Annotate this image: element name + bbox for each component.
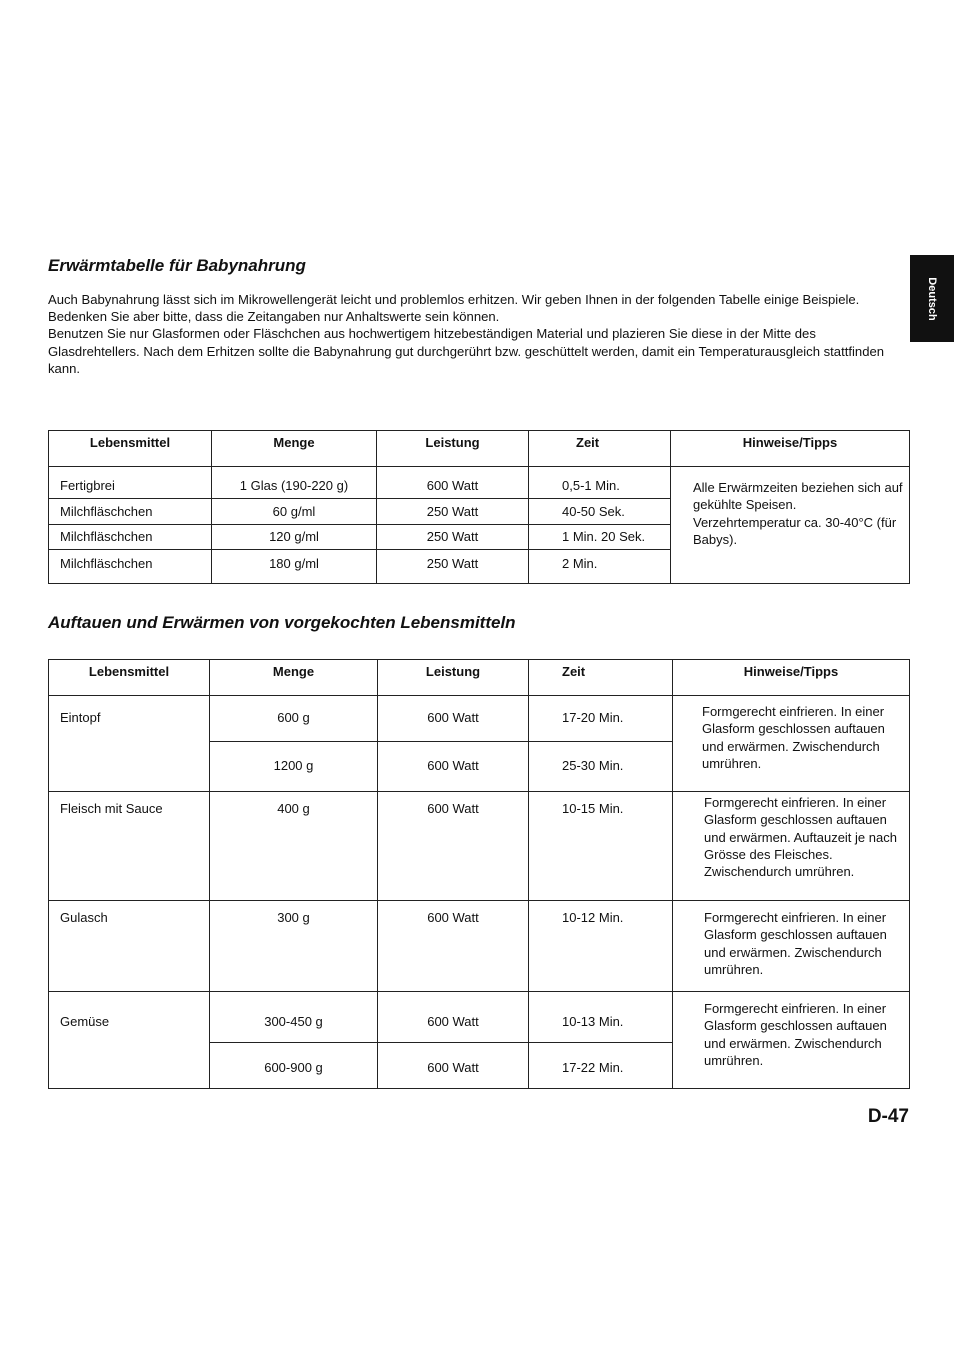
tips-cell: Formgerecht einfrieren. In einer Glasform geschlossen auftauen und erwärmen. Zwischendurch umrühren.	[673, 696, 910, 792]
food-cell: Milchfläschchen	[49, 499, 212, 525]
tips-cell: Alle Erwärmzeiten beziehen sich auf gekühlte Speisen. Verzehrtemperatur ca. 30-40°C (für Babys).	[671, 467, 910, 584]
intro-paragraph-2: Benutzen Sie nur Glasformen oder Fläschchen aus hochwertigem hitzebeständigen Material und plazieren Sie diese in der Mitte des Glasdrehtellers. Nach dem Erhitzen sollte die Babynahrung gut durchgerührt bzw. geschüttelt werden, damit ein Temperaturausgleich stattfinden kann.	[48, 326, 885, 376]
time-cell: 10-13 Min.	[529, 992, 673, 1043]
intro-paragraph-1: Auch Babynahrung lässt sich im Mikrowellengerät leicht und problemlos erhitzen. Wir geben Ihnen in der folgenden Tabelle einige Beispiele. Bedenken Sie aber bitte, dass die Zeitangaben nur Anhaltswerte sein können.	[48, 292, 860, 325]
amount-cell: 1200 g	[210, 742, 378, 792]
food-cell: Gemüse	[49, 992, 210, 1089]
power-cell: 250 Watt	[377, 499, 529, 525]
food-cell: Eintopf	[49, 696, 210, 792]
tips-cell: Formgerecht einfrieren. In einer Glasform geschlossen auftauen und erwärmen. Zwischendurch umrühren.	[673, 992, 910, 1089]
amount-cell: 300 g	[210, 901, 378, 992]
power-cell: 600 Watt	[378, 992, 529, 1043]
amount-cell: 600-900 g	[210, 1043, 378, 1089]
amount-cell: 400 g	[210, 792, 378, 901]
power-cell: 600 Watt	[378, 792, 529, 901]
time-cell: 40-50 Sek.	[529, 499, 671, 525]
power-cell: 600 Watt	[377, 467, 529, 499]
time-cell: 10-15 Min.	[529, 792, 673, 901]
table-row	[49, 901, 910, 992]
amount-cell: 180 g/ml	[212, 550, 377, 584]
power-cell: 250 Watt	[377, 525, 529, 550]
section-title-defrost: Auftauen und Erwärmen von vorgekochten Lebensmitteln	[48, 613, 516, 632]
table-header-row	[49, 431, 910, 467]
time-cell: 2 Min.	[529, 550, 671, 584]
time-cell: 0,5-1 Min.	[529, 467, 671, 499]
language-tab	[910, 255, 954, 342]
section-title-baby-food: Erwärmtabelle für Babynahrung	[48, 256, 306, 275]
amount-cell: 1 Glas (190-220 g)	[212, 467, 377, 499]
amount-cell: 300-450 g	[210, 992, 378, 1043]
header-power: Leistung	[378, 660, 529, 696]
header-time: Zeit	[529, 660, 673, 696]
header-tips: Hinweise/Tipps	[671, 431, 910, 467]
header-food: Lebensmittel	[49, 660, 210, 696]
amount-cell: 60 g/ml	[212, 499, 377, 525]
table-row	[49, 696, 910, 742]
food-cell: Milchfläschchen	[49, 550, 212, 584]
intro-text	[48, 291, 910, 377]
power-cell: 250 Watt	[377, 550, 529, 584]
defrost-table	[48, 659, 910, 1089]
food-cell: Fleisch mit Sauce	[49, 792, 210, 901]
language-tab-label: Deutsch	[926, 276, 938, 321]
power-cell: 600 Watt	[378, 696, 529, 742]
food-cell: Gulasch	[49, 901, 210, 992]
food-cell: Milchfläschchen	[49, 525, 212, 550]
time-cell: 25-30 Min.	[529, 742, 673, 792]
header-amount: Menge	[212, 431, 377, 467]
power-cell: 600 Watt	[378, 742, 529, 792]
header-amount: Menge	[210, 660, 378, 696]
page-number: D-47	[867, 1106, 909, 1127]
header-tips: Hinweise/Tipps	[673, 660, 910, 696]
tips-cell: Formgerecht einfrieren. In einer Glasform geschlossen auftauen und erwärmen. Zwischendurch umrühren.	[673, 901, 910, 992]
header-power: Leistung	[377, 431, 529, 467]
time-cell: 10-12 Min.	[529, 901, 673, 992]
table-row	[49, 992, 910, 1043]
table-row	[49, 792, 910, 901]
time-cell: 17-22 Min.	[529, 1043, 673, 1089]
tips-cell: Formgerecht einfrieren. In einer Glasform geschlossen auftauen und erwärmen. Auftauzeit je nach Grösse des Fleisches. Zwischendurch umrühren.	[673, 792, 910, 901]
header-food: Lebensmittel	[49, 431, 212, 467]
power-cell: 600 Watt	[378, 901, 529, 992]
amount-cell: 600 g	[210, 696, 378, 742]
baby-food-table	[48, 430, 910, 584]
food-cell: Fertigbrei	[49, 467, 212, 499]
time-cell: 1 Min. 20 Sek.	[529, 525, 671, 550]
amount-cell: 120 g/ml	[212, 525, 377, 550]
table-header-row	[49, 660, 910, 696]
time-cell: 17-20 Min.	[529, 696, 673, 742]
header-time: Zeit	[529, 431, 671, 467]
table-row	[49, 467, 910, 499]
power-cell: 600 Watt	[378, 1043, 529, 1089]
